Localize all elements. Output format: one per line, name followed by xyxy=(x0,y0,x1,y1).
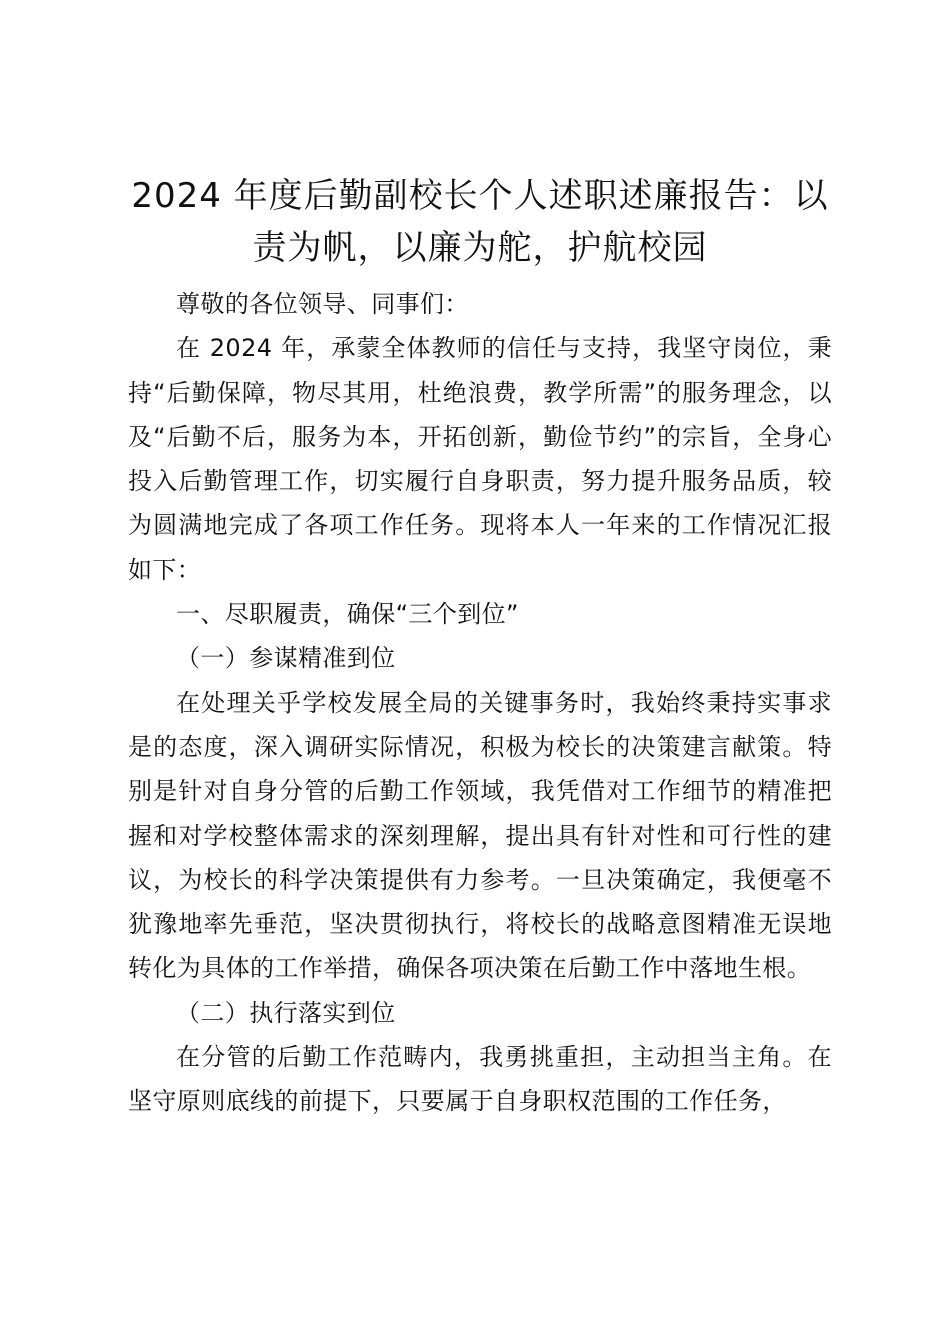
subsection-heading-2: （二）执行落实到位 xyxy=(176,998,396,1027)
section-heading-1: 一、尽职履责，确保“三个到位” xyxy=(176,600,519,629)
intro-paragraph: 在 2024 年，承蒙全体教师的信任与支持，我坚守岗位，秉持“后勤保障，物尽其用，杜绝浪费，教学所需”的服务理念，以及“后勤不后，服务为本，开拓创新，勤俭节约”的宗旨，全身心投入后勤管理工作，切实履行自身职责，努力提升服务品质，较为圆满地完成了各项工作任务。现将本人一年来的工作情况汇报如下： xyxy=(128,334,832,584)
document-page xyxy=(128,170,832,1124)
document-title: 2024 年度后勤副校长个人述职述廉报告：以责为帆，以廉为舵，护航校园 xyxy=(131,176,829,268)
subsection-paragraph-2: 在分管的后勤工作范畴内，我勇挑重担，主动担当主角。在坚守原则底线的前提下，只要属于自身职权范围的工作任务， xyxy=(128,1043,832,1116)
subsection-heading-1: （一）参谋精准到位 xyxy=(176,644,396,673)
document-body xyxy=(128,282,832,1124)
subsection-paragraph-1: 在处理关乎学校发展全局的关键事务时，我始终秉持实事求是的态度，深入调研实际情况，积极为校长的决策建言献策。特别是针对自身分管的后勤工作领域，我凭借对工作细节的精准把握和对学校整体需求的深刻理解，提出具有针对性和可行性的建议，为校长的科学决策提供有力参考。一旦决策确定，我便毫不犹豫地率先垂范，坚决贯彻执行，将校长的战略意图精准无误地转化为具体的工作举措，确保各项决策在后勤工作中落地生根。 xyxy=(128,688,832,983)
salutation: 尊敬的各位领导、同事们： xyxy=(176,290,469,318)
